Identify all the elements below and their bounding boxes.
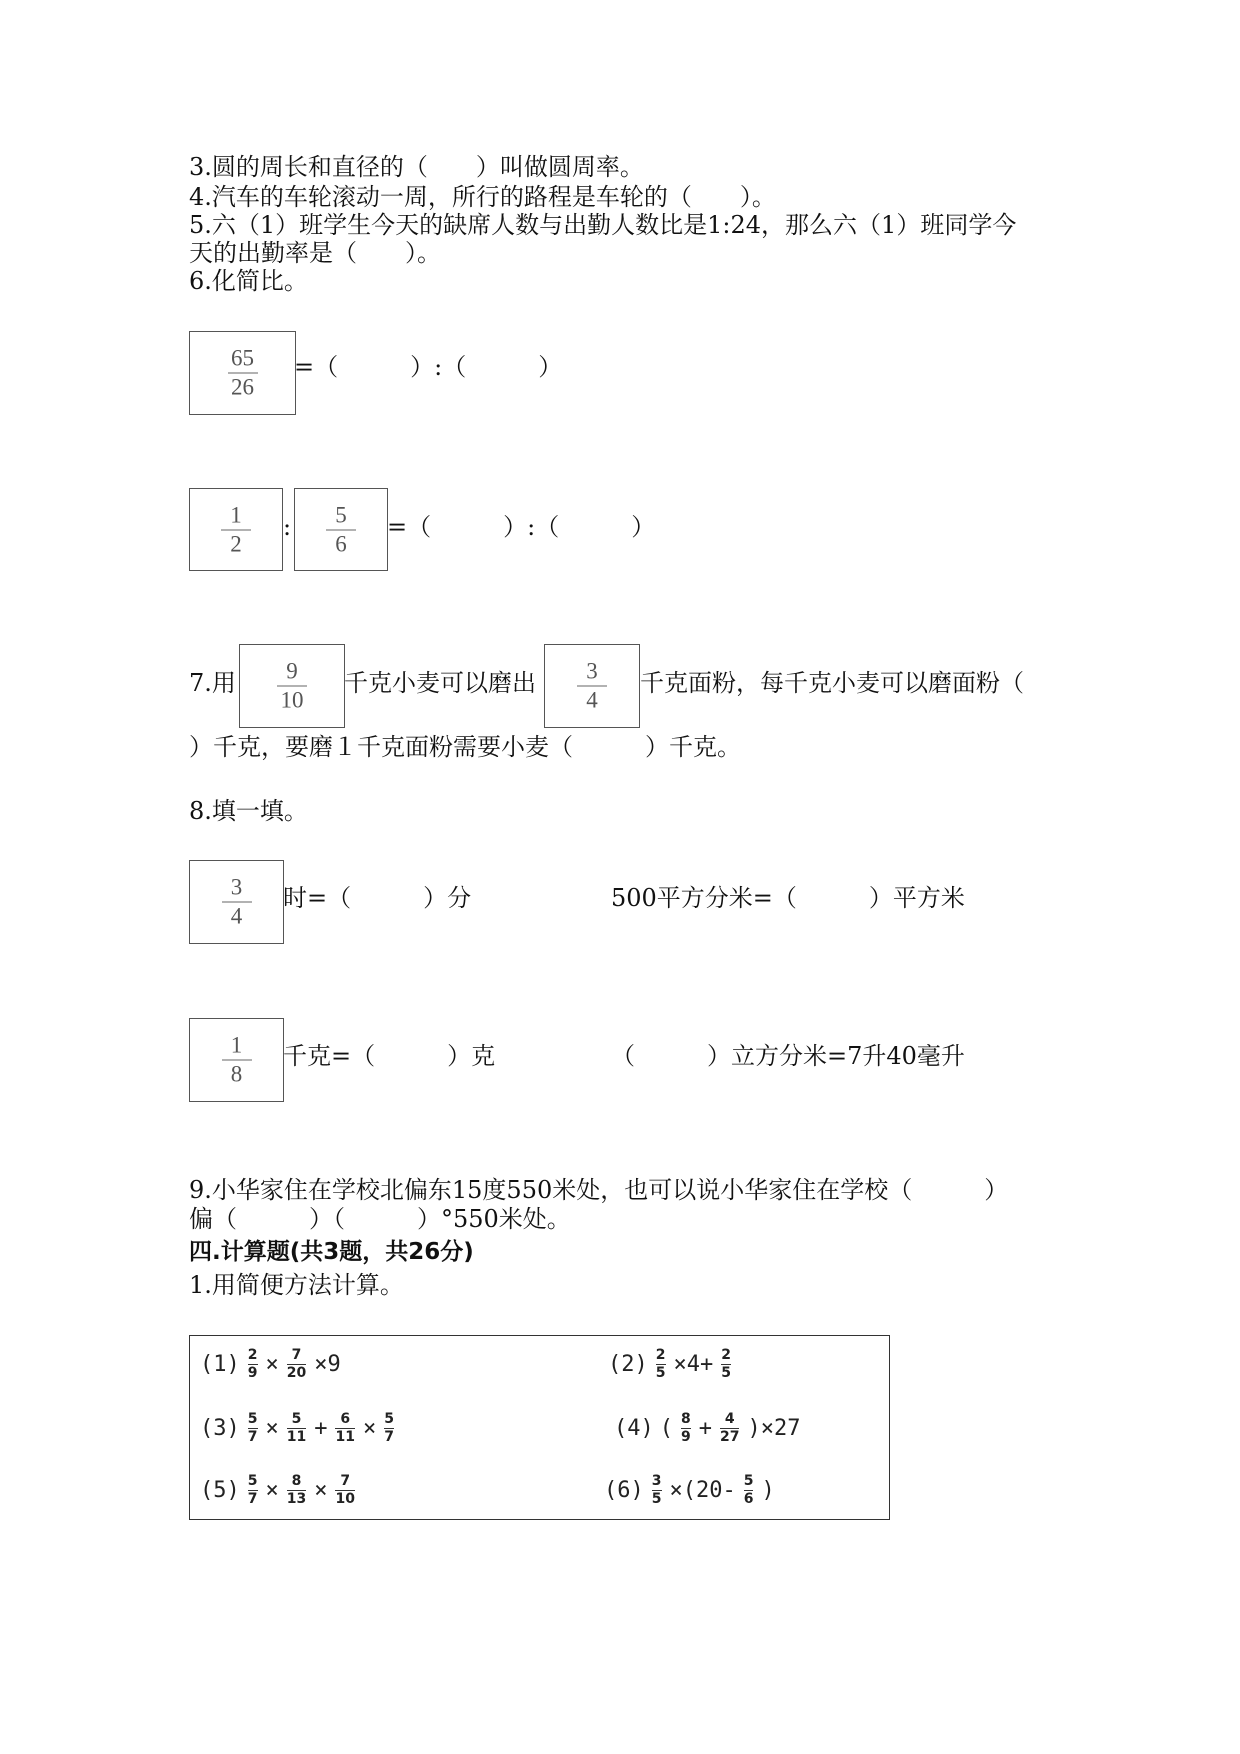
numerator: 9 [286,658,298,684]
operator: ( [659,1416,673,1441]
calc-item-4 [614,1412,800,1445]
operator: + [698,1416,712,1441]
fraction: 3 5 [651,1473,662,1507]
numerator: 1 [230,502,242,527]
numerator: 65 [231,345,254,371]
fraction: 8 9 [681,1411,691,1445]
question-5-line1: 5.六（1）班学生今天的缺席人数与出勤人数比是1:24，那么六（1）班同学今 [189,211,1017,239]
fraction-box [189,1018,284,1102]
fraction-box [544,644,640,728]
operator: )×27 [747,1416,801,1441]
question-7-line2: ）千克，要磨１千克面粉需要小麦（ ）千克。 [189,733,741,761]
fraction: 2 5 [655,1347,666,1381]
fraction: 6 11 [335,1411,355,1445]
hour-to-minute-blank: 时=（ ）分 [283,884,472,912]
denominator: 26 [231,374,254,400]
question-8: 8.填一填。 [189,797,308,825]
fraction: 5 6 [743,1473,754,1507]
numerator: 3 [586,658,598,684]
ratio-blanks: =（ ）:（ ） [294,353,563,381]
fraction-box [294,488,388,571]
fraction-box [189,331,296,415]
operator: + [314,1416,328,1441]
operator: ×(20- [669,1478,736,1503]
section-heading: 四.计算题(共3题，共26分) [189,1239,474,1265]
question-9-line2: 偏（ ）（ ）°550米处。 [189,1205,571,1233]
fraction: 4 27 [720,1411,740,1445]
operator: × [265,1478,279,1503]
fraction: 2 5 [721,1347,731,1381]
operator: × [265,1352,279,1377]
calc-item-1 [200,1348,341,1381]
fraction-box [239,644,345,728]
volume-conversion-blank: （ ）立方分米=7升40毫升 [611,1042,965,1070]
numerator: 3 [230,874,243,900]
fraction: 5 7 [247,1411,258,1445]
question-3: 3.圆的周长和直径的（ ）叫做圆周率。 [189,153,644,181]
fraction: 7 20 [286,1347,307,1381]
denominator: 4 [230,903,243,929]
denominator: 6 [335,531,347,556]
item-label: (3) [200,1416,240,1441]
question-7-prefix: 7.用 [189,669,236,697]
area-conversion-blank: 500平方分米=（ ）平方米 [611,884,965,912]
question-7-post: 千克面粉，每千克小麦可以磨面粉（ [640,669,1024,697]
calc-question-1: 1.用简便方法计算。 [189,1271,404,1299]
fraction: 5 11 [286,1411,307,1445]
operator: ×9 [314,1352,341,1377]
question-6: 6.化简比。 [189,267,308,295]
numerator: 5 [335,502,347,527]
calc-item-2 [608,1348,733,1381]
item-label: (2) [608,1352,648,1377]
fraction-box [189,488,283,571]
operator: ) [761,1478,775,1503]
fraction: 8 13 [286,1473,307,1507]
denominator: 8 [230,1061,243,1087]
item-label: (5) [200,1478,240,1503]
fraction: 5 7 [384,1411,394,1445]
ratio-colon: : [283,513,292,541]
calc-item-3 [200,1412,396,1445]
denominator: 2 [230,531,242,556]
fraction: 2 9 [247,1347,258,1381]
calc-item-5 [200,1474,357,1507]
question-7-mid: 千克小麦可以磨出 [344,669,536,697]
fraction-box [189,860,284,944]
item-label: (1) [200,1352,240,1377]
item-label: (6) [604,1478,644,1503]
denominator: 10 [280,687,304,713]
operator: × [362,1416,377,1441]
ratio-blanks: =（ ）:（ ） [387,513,656,541]
kg-to-gram-blank: 千克=（ ）克 [283,1042,496,1070]
fraction: 7 10 [335,1473,355,1507]
fraction: 5 7 [247,1473,258,1507]
calc-item-6 [604,1474,775,1507]
operator: ×4+ [673,1352,714,1377]
question-9-line1: 9.小华家住在学校北偏东15度550米处，也可以说小华家住在学校（ ） [189,1176,1009,1204]
calculation-box [189,1335,890,1520]
denominator: 4 [586,687,598,713]
numerator: 1 [230,1032,243,1058]
question-5-line2: 天的出勤率是（ ）。 [189,239,441,267]
item-label: (4) [614,1416,654,1441]
operator: × [314,1478,328,1503]
operator: × [265,1416,279,1441]
question-4: 4.汽车的车轮滚动一周，所行的路程是车轮的（ ）。 [189,183,776,211]
